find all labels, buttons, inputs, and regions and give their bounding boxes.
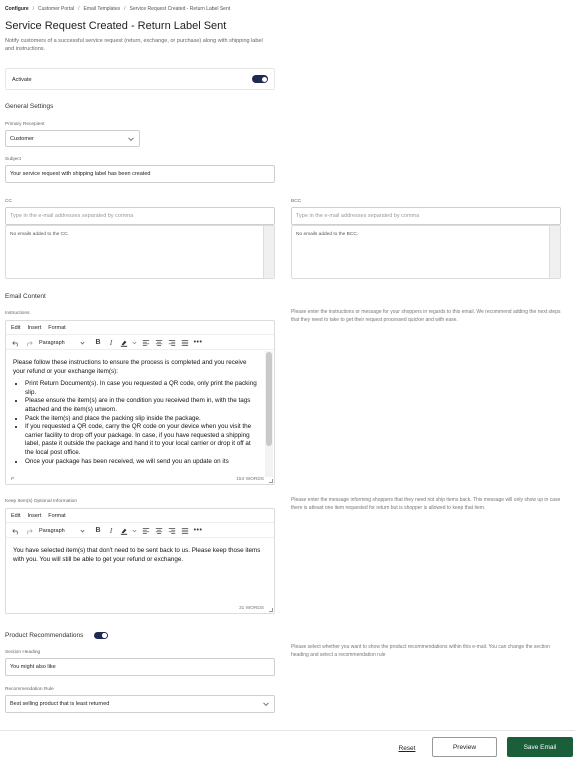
align-center-icon[interactable] xyxy=(154,526,164,536)
activate-label: Activate xyxy=(12,77,32,83)
subject-label: Subject xyxy=(5,157,21,162)
subject-value: Your service request with shipping label has been created xyxy=(10,171,151,177)
primary-recipient-select[interactable] xyxy=(5,130,140,147)
text-color-icon[interactable] xyxy=(119,526,129,536)
instructions-content[interactable] xyxy=(6,359,262,477)
breadcrumb-configure[interactable]: Configure xyxy=(5,6,29,12)
page-description: Notify customers of a successful service request (return, exchange, or purchase) along with shipping label and instructions. xyxy=(5,38,263,52)
subject-input[interactable] xyxy=(5,165,275,183)
chevron-down-icon[interactable] xyxy=(132,338,137,348)
element-path: P xyxy=(11,477,15,482)
bcc-placeholder: Type in the e-mail addresses separated by comma xyxy=(296,213,420,219)
recommendation-rule-value: Best selling product that is least returned xyxy=(10,701,110,707)
breadcrumb-separator: / xyxy=(78,6,80,12)
reset-button[interactable]: Reset xyxy=(398,744,416,752)
editor-statusbar xyxy=(11,605,270,612)
primary-recipient-label: Primary Recepient xyxy=(5,122,45,127)
instructions-editor[interactable] xyxy=(5,320,275,485)
menu-format[interactable]: Format xyxy=(48,512,66,519)
block-format-select[interactable] xyxy=(37,338,87,348)
breadcrumb-current: Service Request Created - Return Label Sent xyxy=(129,6,231,12)
breadcrumb-customer-portal[interactable]: Customer Portal xyxy=(38,6,75,12)
instructions-item: • Once your package has been received, we will send you an update on its xyxy=(25,458,260,467)
bcc-list-scrollbar[interactable] xyxy=(549,226,560,278)
align-left-icon[interactable] xyxy=(141,526,151,536)
chevron-down-icon xyxy=(263,700,269,706)
more-icon[interactable]: ••• xyxy=(193,339,203,346)
menu-edit[interactable]: Edit xyxy=(11,324,21,331)
undo-icon[interactable] xyxy=(11,338,21,348)
bcc-input[interactable] xyxy=(291,207,561,225)
bold-icon[interactable]: B xyxy=(95,527,101,534)
cc-placeholder: Type in the e-mail addresses separated by comma xyxy=(10,213,134,219)
menu-edit[interactable]: Edit xyxy=(11,512,21,519)
align-center-icon[interactable] xyxy=(154,338,164,348)
breadcrumb xyxy=(5,6,230,12)
resize-handle[interactable] xyxy=(269,479,273,483)
product-recommendations-title: Product Recommendations xyxy=(5,632,84,639)
cc-input[interactable] xyxy=(5,207,275,225)
italic-icon[interactable]: I xyxy=(109,526,113,535)
instructions-item: • Pack the item(s) and place the packing slip inside the package. xyxy=(25,415,260,424)
menu-format[interactable]: Format xyxy=(48,324,66,331)
bcc-list xyxy=(291,225,561,279)
toggle-knob xyxy=(262,77,267,82)
preview-button[interactable]: Preview xyxy=(432,737,497,757)
word-count: 31 WORDS xyxy=(238,606,264,611)
activate-card xyxy=(5,68,275,90)
bcc-label: BCC xyxy=(291,199,302,204)
word-count: 154 WORDS xyxy=(236,477,264,482)
instructions-help: Please enter the instructions or message for your shoppers in regards to this email. We recommend adding the next steps that they need to take to get their request processed quicker and with ease. xyxy=(291,309,561,323)
redo-icon[interactable] xyxy=(24,526,34,536)
menu-insert[interactable]: Insert xyxy=(27,512,42,519)
align-justify-icon[interactable] xyxy=(180,338,190,348)
cc-list-scrollbar[interactable] xyxy=(263,226,274,278)
editor-toolbar xyxy=(6,336,274,350)
instructions-intro: Please follow these instructions to ensure the process is completed and you receive your refund or your exchange item(s): xyxy=(13,359,247,375)
chevron-down-icon xyxy=(80,528,84,532)
email-content-title: Email Content xyxy=(5,293,46,300)
activate-toggle[interactable] xyxy=(252,75,268,83)
block-format-value: Paragraph xyxy=(39,527,65,534)
save-email-button[interactable]: Save Email xyxy=(507,737,573,757)
italic-icon[interactable]: I xyxy=(109,338,113,347)
keep-items-editor[interactable] xyxy=(5,508,275,614)
align-right-icon[interactable] xyxy=(167,526,177,536)
block-format-value: Paragraph xyxy=(39,339,65,346)
recommendations-toggle[interactable] xyxy=(94,632,108,639)
instructions-item: • Print Return Document(s). In case you requested a QR code, only print the packing slip. xyxy=(25,380,260,397)
instructions-label: Instructions xyxy=(5,311,30,316)
chevron-down-icon xyxy=(80,340,84,344)
keep-items-content[interactable] xyxy=(6,547,274,587)
undo-icon[interactable] xyxy=(11,526,21,536)
align-left-icon[interactable] xyxy=(141,338,151,348)
editor-toolbar xyxy=(6,524,274,538)
editor-scrollbar[interactable] xyxy=(266,352,272,446)
cc-list xyxy=(5,225,275,279)
primary-recipient-value: Customer xyxy=(10,135,34,142)
recommendation-rule-select[interactable] xyxy=(5,695,275,713)
block-format-select[interactable] xyxy=(37,526,87,536)
align-justify-icon[interactable] xyxy=(180,526,190,536)
editor-menubar xyxy=(6,321,274,335)
section-heading-label: Section Heading xyxy=(5,650,41,655)
align-right-icon[interactable] xyxy=(167,338,177,348)
bcc-empty-message: No emails added to the BCC. xyxy=(296,232,359,237)
more-icon[interactable]: ••• xyxy=(193,527,203,534)
chevron-down-icon[interactable] xyxy=(132,526,137,536)
keep-items-text: You have selected item(s) that don't need to be sent back to us. Please keep those items with you. You will still be able to get your refund or exchange. xyxy=(13,547,261,563)
instructions-list xyxy=(13,380,260,466)
footer-divider xyxy=(0,730,575,731)
recommendation-rule-label: Recommendation Rule xyxy=(5,687,54,692)
bold-icon[interactable]: B xyxy=(95,339,101,346)
breadcrumb-separator: / xyxy=(32,6,34,12)
editor-menubar xyxy=(6,509,274,523)
text-color-icon[interactable] xyxy=(119,338,129,348)
redo-icon[interactable] xyxy=(24,338,34,348)
resize-handle[interactable] xyxy=(269,608,273,612)
recommendations-help: Please select whether you want to show the product recommendations within this e-mail. You can change the section heading and select a recommendation rule xyxy=(291,644,550,658)
section-heading-value: You might also like xyxy=(10,664,56,670)
section-heading-input[interactable] xyxy=(5,658,275,676)
general-settings-title: General Settings xyxy=(5,103,54,110)
menu-insert[interactable]: Insert xyxy=(27,324,42,331)
instructions-item: • If you requested a QR code, carry the QR code on your device when you visit the carrier facility to drop off your package. In case, if you have requested a shipping label, paste it outside the package and hand it to your local carrier or drop it off at the local post office. xyxy=(25,423,260,457)
breadcrumb-email-templates[interactable]: Email Templates xyxy=(83,6,121,12)
cc-empty-message: No emails added to the CC. xyxy=(10,232,69,237)
instructions-item: • Please ensure the item(s) are in the condition you received them in, with the tags attached and the item(s) unworn. xyxy=(25,397,260,414)
cc-label: CC xyxy=(5,199,12,204)
page-title: Service Request Created - Return Label Sent xyxy=(5,20,227,32)
breadcrumb-separator: / xyxy=(124,6,126,12)
chevron-down-icon xyxy=(128,135,134,141)
toggle-knob xyxy=(102,633,107,638)
editor-statusbar xyxy=(11,476,270,483)
keep-items-help: Please enter the message informing shoppers that they need not ship items back. This message will only show up in case there is atleast one item requested for return but is shopper is allowed to keep that item. xyxy=(291,497,561,511)
keep-items-label: Keep Item(s) Optional Information xyxy=(5,499,77,504)
